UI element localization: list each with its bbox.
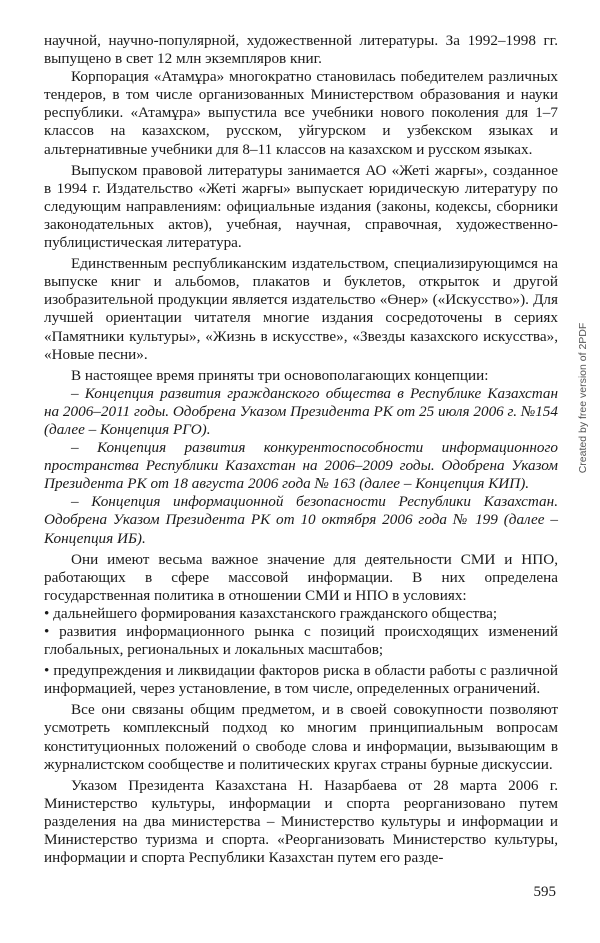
watermark: Created by free version of 2PDF <box>577 322 589 474</box>
paragraph: Выпуском правовой литературы занимается АО «Жеті жарғы», созданное в 1994 г. Издательство «Жеті жарғы» выпускает юридическую литературу по следующим направлениям: официальные издания (законы, кодексы, сборники законодательных актов), учебная, научная, справочная, художественно-публицистическая литература. <box>44 161 558 252</box>
page-body <box>44 32 558 912</box>
bullet-item: • дальнейшего формирования казахстанского гражданского общества; <box>44 604 498 622</box>
bullet-item: • предупреждения и ликвидации факторов риска в области работы с различной информацией, через установление, в том числе, определенных ограничений. <box>44 662 558 698</box>
concept-item: – Концепция информационной безопасности Республики Казахстан. Одобрена Указом Президента РК от 10 октября 2006 года № 199 (далее – Концепция ИБ). <box>44 493 558 547</box>
paragraph: Они имеют весьма важное значение для деятельности СМИ и НПО, работающих в сфере массовой информации. В них определена государственная политика в отношении СМИ и НПО в условиях: <box>44 550 558 604</box>
paragraph: Все они связаны общим предметом, и в своей совокупности позволяют усмотреть комплексный подход ко многим принципиальным вопросам конституционных положений о свободе слова и информации, вызывающим в журналистском сообществе и политических кругах страны бурные дискуссии. <box>44 701 558 773</box>
page-number: 595 <box>533 884 556 900</box>
paragraph: Указом Президента Казахстана Н. Назарбаева от 28 марта 2006 г. Министерство культуры, информации и спорта реорганизовано путем разделения на два министерства – Министерство культуры и информации и Министерство туризма и спорта. «Реорганизовать Министерство культуры, информации и спорта Республики Казахстан путем его разде- <box>44 776 558 867</box>
paragraph: научной, научно-популярной, художественной литературы. За 1992–1998 гг. выпущено в свет 12 млн экземпляров книг. <box>44 32 558 68</box>
bullet-item: • развития информационного рынка с позиций происходящих изменений глобальных, региональных и локальных масштабов; <box>44 623 558 659</box>
concept-item: – Концепция развития гражданского общества в Республике Казахстан на 2006–2011 годы. Одобрена Указом Президента РК от 25 июля 2006 г. №154 (далее – Концепция РГО). <box>44 384 558 438</box>
paragraph: Корпорация «Атамұра» многократно становилась победителем различных тендеров, в том числе организованных Министерством образования и науки республики. «Атамұра» выпустила все учебники нового поколения для 1–7 классов на казахском, русском, уйгурском и узбекском языках и альтернативные учебники для 8–11 классов на казахском и русском языках. <box>44 68 558 158</box>
paragraph: В настоящее время приняты три основополагающих концепции: <box>71 366 489 384</box>
paragraph: Единственным республиканским издательством, специализирующимся на выпуске книг и альбомов, плакатов и буклетов, открыток и другой изобразительной продукции является издательство «Өнер» («Искусство»). Для лучшей ориентации читателя многие издания сосредоточены в сериях «Памятники культуры», «Жизнь в искусстве», «Звезды казахского искусства», «Новые песни». <box>44 255 558 363</box>
concept-item: – Концепция развития конкурентоспособности информационного пространства Республики Казахстан на 2006–2009 годы. Одобрена Указом Президента РК от 18 августа 2006 года № 163 (далее – Концепция КИП). <box>44 439 558 493</box>
